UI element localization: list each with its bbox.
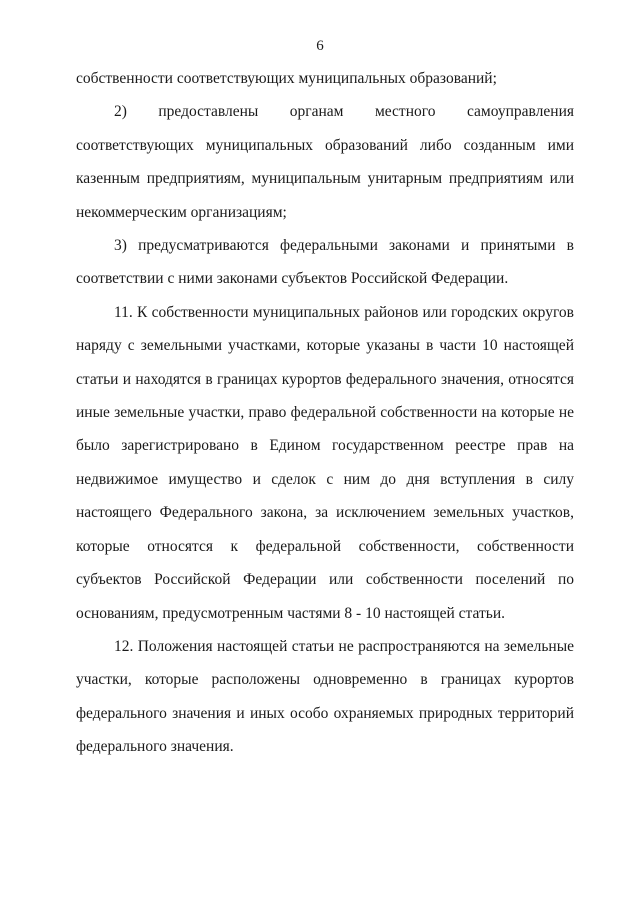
paragraph-section-11: 11. К собственности муниципальных районов или городских округов наряду с земельными участками, которые указаны в части 10 настоящей статьи и находятся в границах курортов федерального значения, относятся иные земельные участки, право федеральной собственности на которые не было зарегистрировано в Едином государственном реестре прав на недвижимое имущество и сделок с ним до дня вступления в силу настоящего Федерального закона, за исключением земельных участков, которые относятся к федеральной собственности, собственности субъектов Российской Федерации или собственности поселений по основаниям, предусмотренным частями 8 - 10 настоящей статьи. [76, 303, 574, 622]
document-body [76, 62, 574, 764]
paragraph-item-2: 2) предоставлены органам местного самоуправления соответствующих муниципальных образований либо созданным ими казенным предприятиям, муниципальным унитарным предприятиям или некоммерческим организациям; [76, 103, 574, 221]
paragraph-section-12: 12. Положения настоящей статьи не распространяются на земельные участки, которые расположены одновременно в границах курортов федерального значения и иных особо охраняемых природных территорий федерального значения. [76, 637, 574, 756]
paragraph-item-3: 3) предусматриваются федеральными законами и принятыми в соответствии с ними законами субъектов Российской Федерации. [76, 237, 574, 288]
page-number: 6 [316, 38, 324, 54]
paragraph-continuation: собственности соответствующих муниципальных образований; [76, 70, 497, 87]
